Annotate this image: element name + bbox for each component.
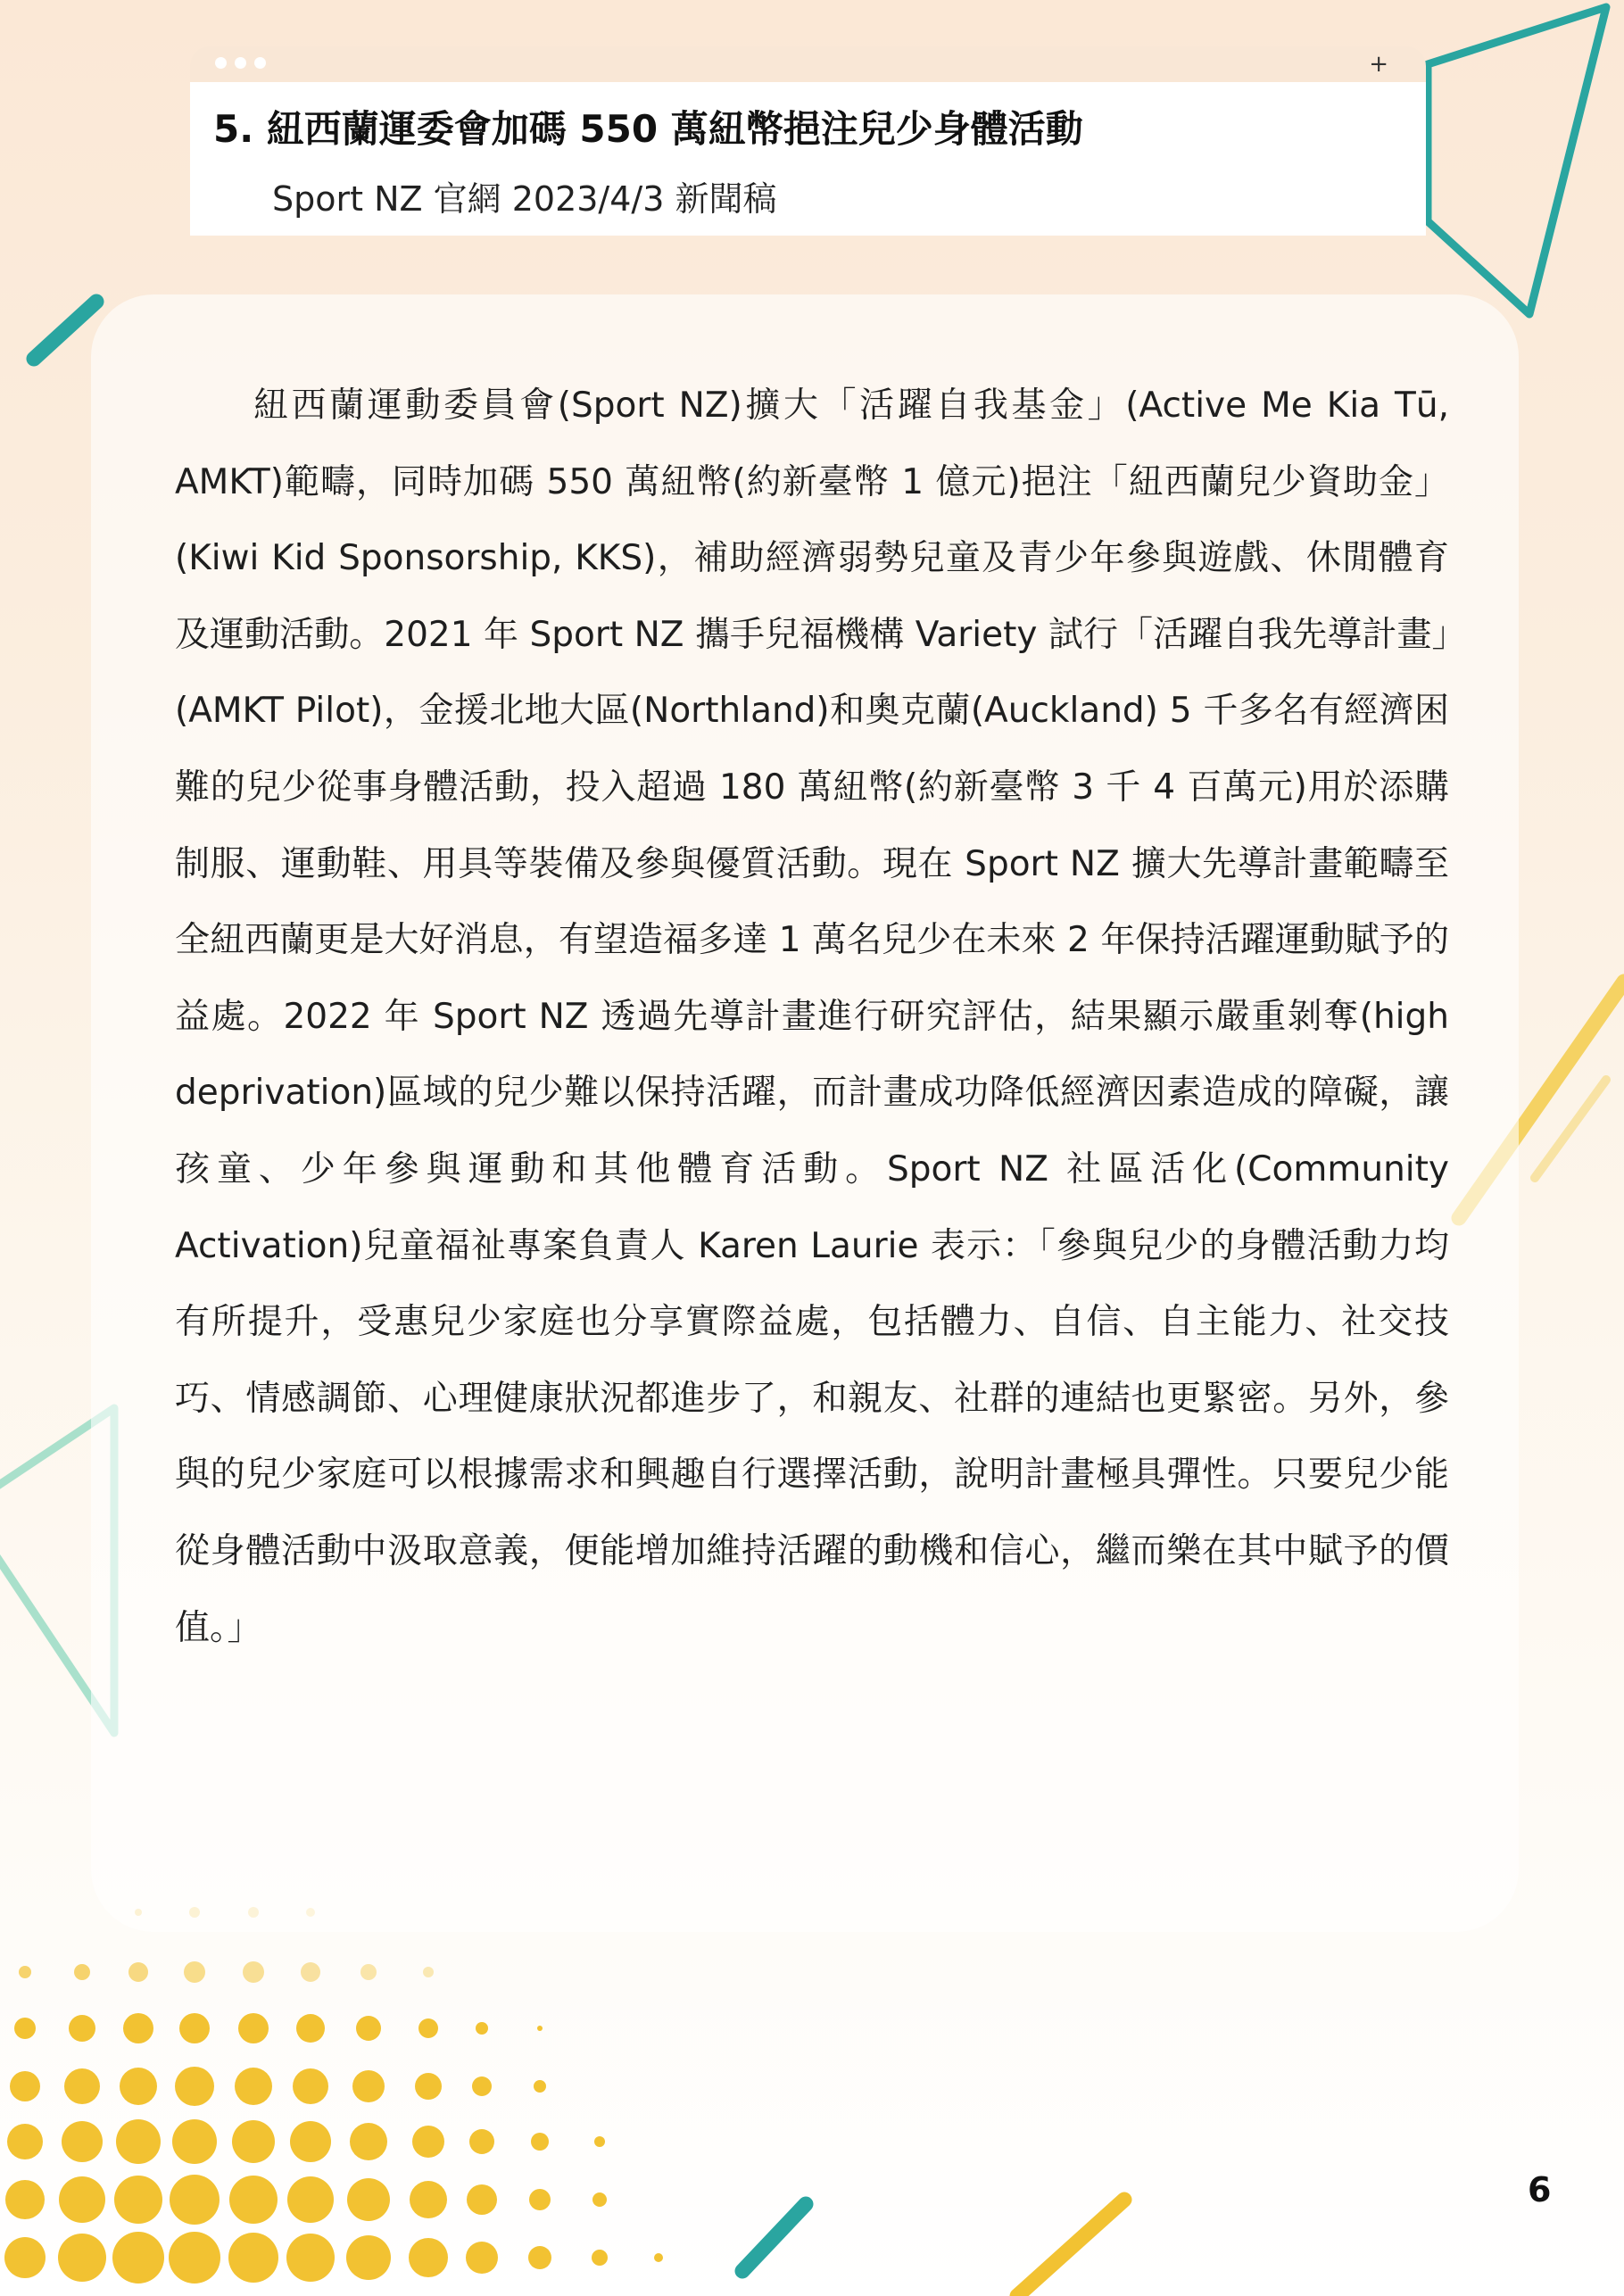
article-title: 5. 紐西蘭運委會加碼 550 萬紐幣挹注兒少身體活動 <box>213 107 1083 151</box>
page-number: 6 <box>1528 2170 1552 2209</box>
window-dot <box>235 57 246 69</box>
article-source: Sport NZ 官網 2023/4/3 新聞稿 <box>272 179 777 219</box>
header-window-bar <box>190 46 1426 84</box>
window-dot <box>254 57 266 69</box>
window-dots <box>215 57 266 69</box>
teal-triangle-top-right <box>1428 7 1606 314</box>
teal-dash-top-left <box>34 302 96 359</box>
article-body: 紐西蘭運動委員會(Sport NZ)擴大「活躍自我基金」(Active Me Kia Tū, AMKT)範疇，同時加碼 550 萬紐幣(約新臺幣 1 億元)挹注「紐西蘭兒少資助金」(Kiwi Kid Sponsorship, KKS)，補助經濟弱勢兒童及青少年參與遊戲、休閒體育及運動活動。2021 年 Sport NZ 攜手兒福機構 Variety 試行「活躍自我先導計畫」(AMKT Pilot)，金援北地大區(Northland)和奧克蘭(Auckland) 5 千多名有經濟困難的兒少從事身體活動，投入超過 180 萬紐幣(約新臺幣 3 千 4 百萬元)用於添購制服、運動鞋、用具等裝備及參與優質活動。現在 Sport NZ 擴大先導計畫範疇至全紐西蘭更是大好消息，有望造福多達 1 萬名兒少在未來 2 年保持活躍運動賦予的益處。2022 年 Sport NZ 透過先導計畫進行研究評估，結果顯示嚴重剝奪(high deprivation)區域的兒少難以保持活躍，而計畫成功降低經濟因素造成的障礙，讓孩童、少年參與運動和其他體育活動。Sport NZ 社區活化(Community Activation)兒童福祉專案負責人 Karen Laurie 表示：「參與兒少的身體活動力均有所提升，受惠兒少家庭也分享實際益處，包括體力、自信、自主能力、社交技巧、情感調節、心理健康狀況都進步了，和親友、社群的連結也更緊密。另外，參與的兒少家庭可以根據需求和興趣自行選擇活動，說明計畫極具彈性。只要兒少能從身體活動中汲取意義，便能增加維持活躍的動機和信心，繼而樂在其中賦予的價值。」 <box>175 385 1449 1648</box>
halftone-dot-pattern <box>4 1907 663 2284</box>
window-dot <box>215 57 227 69</box>
yellow-line-bottom <box>1017 2200 1124 2296</box>
header-card <box>190 82 1426 236</box>
plus-icon: + <box>1369 51 1388 78</box>
teal-dash-bottom <box>742 2204 806 2271</box>
